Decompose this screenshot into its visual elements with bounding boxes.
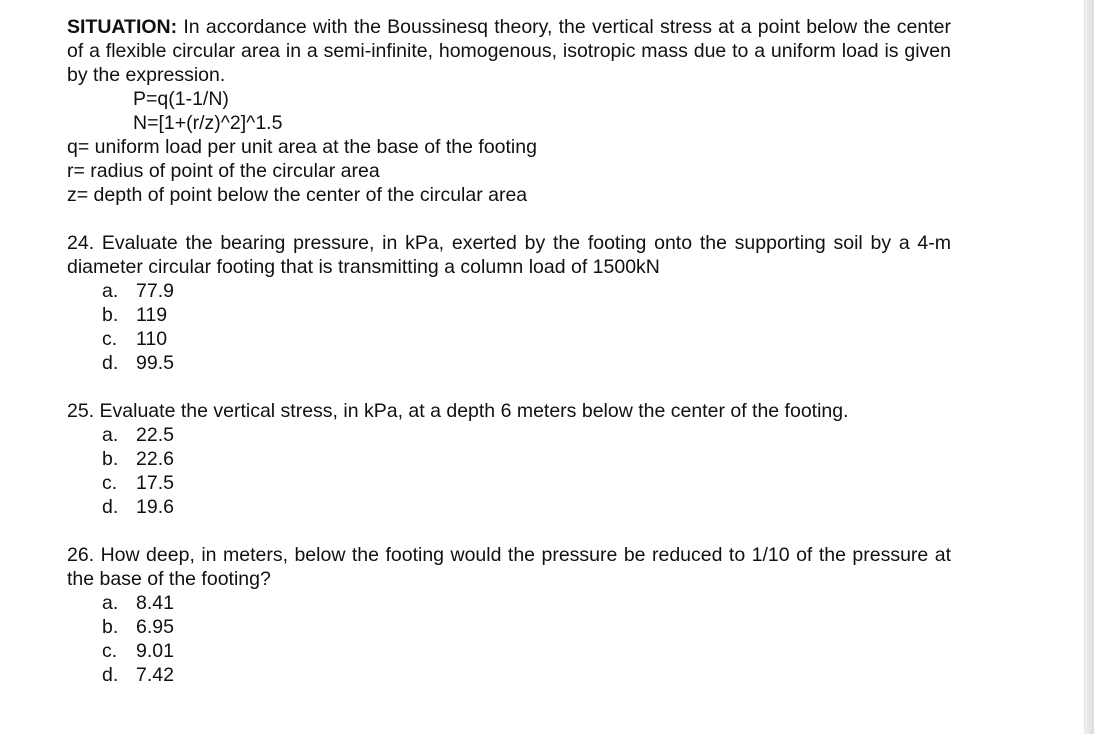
- choice-value: 6.95: [136, 616, 174, 638]
- definition-r: r= radius of point of the circular area: [67, 160, 380, 182]
- question-26: 26. How deep, in meters, below the footing would the pressure be reduced to 1/10 of the pressure at the base of the footing?: [67, 544, 951, 590]
- choice-26-d: [67, 663, 951, 687]
- choice-value: 77.9: [136, 280, 174, 302]
- choice-value: 22.6: [136, 448, 174, 470]
- choice-letter: c.: [102, 472, 118, 494]
- choice-letter: c.: [102, 640, 118, 662]
- definition-q: q= uniform load per unit area at the base of the footing: [67, 136, 537, 158]
- choice-26-a: [67, 591, 951, 615]
- choice-value: 17.5: [136, 472, 174, 494]
- spacer: [67, 519, 951, 543]
- choice-letter: c.: [102, 328, 118, 350]
- choice-value: 99.5: [136, 352, 174, 374]
- choice-letter: b.: [102, 616, 119, 638]
- choice-25-d: [67, 495, 951, 519]
- choice-value: 9.01: [136, 640, 174, 662]
- choice-24-a: [67, 279, 951, 303]
- formula-p: P=q(1-1/N): [133, 88, 229, 110]
- choice-value: 8.41: [136, 592, 174, 614]
- choice-letter: a.: [102, 592, 119, 614]
- page-edge-shadow: [1084, 0, 1094, 734]
- situation-label: SITUATION:: [67, 16, 178, 38]
- spacer: [67, 207, 951, 231]
- choice-letter: b.: [102, 448, 119, 470]
- choice-letter: a.: [102, 280, 119, 302]
- choice-letter: a.: [102, 424, 119, 446]
- choice-letter: b.: [102, 304, 119, 326]
- choice-26-b: [67, 615, 951, 639]
- choice-value: 110: [136, 328, 168, 350]
- choice-24-d: [67, 351, 951, 375]
- choice-25-b: [67, 447, 951, 471]
- question-25: 25. Evaluate the vertical stress, in kPa, at a depth 6 meters below the center of the footing.: [67, 400, 849, 422]
- choice-value: 22.5: [136, 424, 174, 446]
- choice-24-c: [67, 327, 951, 351]
- choice-25-c: [67, 471, 951, 495]
- choice-value: 19.6: [136, 496, 174, 518]
- definition-z: z= depth of point below the center of the circular area: [67, 184, 528, 206]
- spacer: [67, 375, 951, 399]
- choice-26-c: [67, 639, 951, 663]
- question-25-choices: [67, 423, 951, 519]
- question-24-choices: [67, 279, 951, 375]
- situation-text: In accordance with the Boussinesq theory, the vertical stress at a point below the center of a flexible circular area in a semi-infinite, homogenous, isotropic mass due to a uniform load is given by the expression.: [67, 16, 951, 86]
- question-26-choices: [67, 591, 951, 687]
- question-24: 24. Evaluate the bearing pressure, in kPa, exerted by the footing onto the supporting soil by a 4-m diameter circular footing that is transmitting a column load of 1500kN: [67, 232, 951, 278]
- choice-letter: d.: [102, 664, 119, 686]
- choice-24-b: [67, 303, 951, 327]
- choice-letter: d.: [102, 352, 119, 374]
- choice-letter: d.: [102, 496, 119, 518]
- document-page: [67, 15, 951, 687]
- choice-value: 119: [136, 304, 168, 326]
- choice-25-a: [67, 423, 951, 447]
- choice-value: 7.42: [136, 664, 174, 686]
- formula-n: N=[1+(r/z)^2]^1.5: [133, 112, 283, 134]
- situation-paragraph: [67, 15, 951, 87]
